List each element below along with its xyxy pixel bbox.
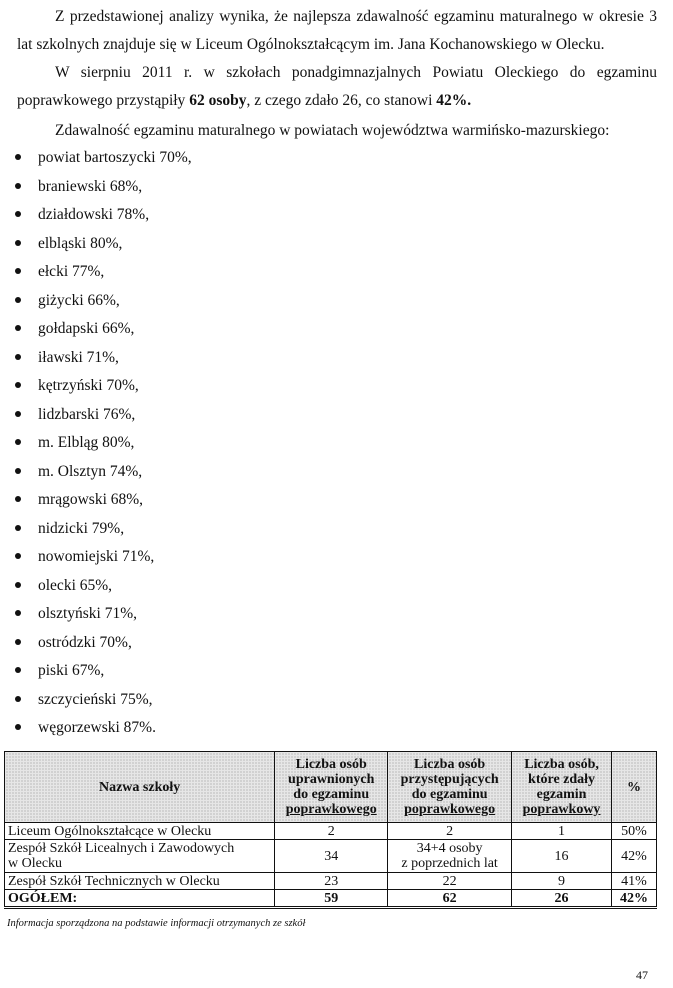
page-number: 47 xyxy=(636,968,648,982)
paragraph-august-percent: 42%. xyxy=(436,92,472,109)
table-row xyxy=(5,840,657,873)
bullet-icon xyxy=(15,325,21,331)
list-item: nowomiejski 71%, xyxy=(14,543,192,572)
list-item: m. Olsztyn 74%, xyxy=(14,458,192,487)
bullet-icon xyxy=(15,553,21,559)
cell-percent: 42% xyxy=(612,840,657,873)
list-item: iławski 71%, xyxy=(14,344,192,373)
list-item: m. Elbląg 80%, xyxy=(14,429,192,458)
bullet-icon xyxy=(15,297,21,303)
table-total-row xyxy=(5,890,657,908)
bullet-icon xyxy=(15,610,21,616)
exam-results-table xyxy=(4,751,657,909)
cell-school-name: Zespół Szkół Technicznych w Olecku xyxy=(5,873,275,890)
list-item: gołdapski 66%, xyxy=(14,315,192,344)
cell-total-percent: 42% xyxy=(612,890,657,908)
list-item: giżycki 66%, xyxy=(14,287,192,316)
list-item: olsztyński 71%, xyxy=(14,600,192,629)
header-school-name: Nazwa szkoły xyxy=(5,752,275,823)
bullet-icon xyxy=(15,525,21,531)
district-pass-rate-list xyxy=(14,144,192,743)
bullet-icon xyxy=(15,354,21,360)
bullet-icon xyxy=(15,468,21,474)
cell-passed: 1 xyxy=(512,823,612,840)
cell-eligible: 23 xyxy=(275,873,388,890)
cell-eligible: 2 xyxy=(275,823,388,840)
paragraph-august-text-1: W sierpniu 2011 r. w szkołach ponadgimnazjalnych Powiatu Oleckiego do egzaminu poprawkowego przystąpiły xyxy=(17,64,657,109)
list-item: kętrzyński 70%, xyxy=(14,372,192,401)
cell-eligible: 34 xyxy=(275,840,388,873)
bullet-icon xyxy=(15,639,21,645)
cell-total-eligible: 59 xyxy=(275,890,388,908)
bullet-icon xyxy=(15,496,21,502)
list-item: ełcki 77%, xyxy=(14,258,192,287)
cell-percent: 41% xyxy=(612,873,657,890)
list-item: działdowski 78%, xyxy=(14,201,192,230)
table-row xyxy=(5,823,657,840)
list-item: powiat bartoszycki 70%, xyxy=(14,144,192,173)
cell-total-label: OGÓŁEM: xyxy=(5,890,275,908)
header-eligible: Liczba osób uprawnionych do egzaminu poprawkowego xyxy=(275,752,388,823)
cell-percent: 50% xyxy=(612,823,657,840)
cell-passed: 9 xyxy=(512,873,612,890)
list-item: elbląski 80%, xyxy=(14,230,192,259)
bullet-icon xyxy=(15,211,21,217)
cell-taking: 34+4 osoby z poprzednich lat xyxy=(388,840,512,873)
list-item: mrągowski 68%, xyxy=(14,486,192,515)
cell-taking: 22 xyxy=(388,873,512,890)
list-item: braniewski 68%, xyxy=(14,173,192,202)
list-item: ostródzki 70%, xyxy=(14,629,192,658)
bullet-icon xyxy=(15,411,21,417)
bullet-icon xyxy=(15,439,21,445)
paragraph-august-exam xyxy=(17,59,657,115)
header-passed: Liczba osób, które zdały egzamin poprawkowy xyxy=(512,752,612,823)
cell-total-taking: 62 xyxy=(388,890,512,908)
bullet-icon xyxy=(15,183,21,189)
paragraph-analysis-conclusion: Z przedstawionej analizy wynika, że najlepsza zdawalność egzaminu maturalnego w okresie 3 lat szkolnych znajduje się w Liceum Ogólnokształcącym im. Jana Kochanowskiego w Olecku. xyxy=(17,8,657,53)
cell-school-name: Liceum Ogólnokształcące w Olecku xyxy=(5,823,275,840)
bullet-icon xyxy=(15,268,21,274)
source-note: Informacja sporządzona na podstawie informacji otrzymanych ze szkół xyxy=(7,918,306,929)
table-row xyxy=(5,873,657,890)
list-item: węgorzewski 87%. xyxy=(14,714,192,743)
cell-passed: 16 xyxy=(512,840,612,873)
list-item: szczycieński 75%, xyxy=(14,686,192,715)
paragraph-august-count: 62 osoby xyxy=(189,92,247,109)
bullet-icon xyxy=(15,667,21,673)
cell-school-name: Zespół Szkół Licealnych i Zawodowych w Olecku xyxy=(5,840,275,873)
table-header-row xyxy=(5,752,657,823)
bullet-icon xyxy=(15,382,21,388)
bullet-icon xyxy=(15,154,21,160)
cell-total-passed: 26 xyxy=(512,890,612,908)
bullet-icon xyxy=(15,724,21,730)
bullet-icon xyxy=(15,240,21,246)
list-item: piski 67%, xyxy=(14,657,192,686)
cell-taking: 2 xyxy=(388,823,512,840)
list-item: nidzicki 79%, xyxy=(14,515,192,544)
paragraph-august-text-2: , z czego zdało 26, co stanowi xyxy=(246,92,437,109)
header-percent: % xyxy=(612,752,657,823)
bullet-icon xyxy=(15,696,21,702)
list-item: lidzbarski 76%, xyxy=(14,401,192,430)
paragraph-district-intro: Zdawalność egzaminu maturalnego w powiatach województwa warmińsko-mazurskiego: xyxy=(55,122,610,139)
bullet-icon xyxy=(15,582,21,588)
list-item: olecki 65%, xyxy=(14,572,192,601)
header-taking: Liczba osób przystępujących do egzaminu poprawkowego xyxy=(388,752,512,823)
